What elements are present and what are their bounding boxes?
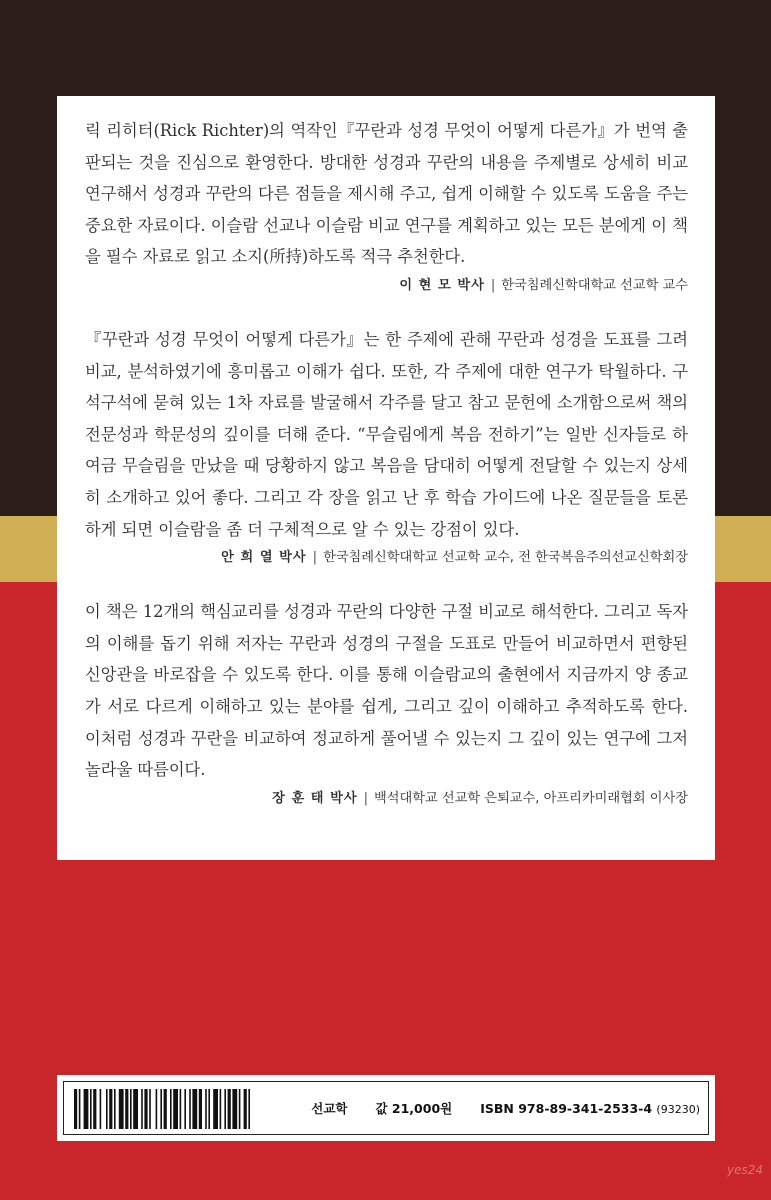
- barcode-stripe: [125, 1089, 128, 1129]
- barcode-stripe: [156, 1089, 158, 1129]
- reviewer-affiliation: 백석대학교 선교학 은퇴교수, 아프리카미래협회 이사장: [374, 790, 688, 806]
- barcode-stripe: [213, 1089, 218, 1129]
- barcode-stripe: [224, 1089, 226, 1129]
- reviewer-affiliation: 한국침례신학대학교 선교학 교수: [501, 277, 688, 293]
- barcode-image: [72, 1089, 332, 1129]
- barcode-stripe: [84, 1089, 89, 1129]
- byline-separator: |: [312, 550, 318, 566]
- barcode-box: [57, 1075, 715, 1141]
- price-label: 값 21,000원: [375, 1101, 453, 1116]
- barcode-stripe: [106, 1089, 108, 1129]
- reviewer-name: 안 희 열 박사: [221, 550, 307, 566]
- barcode-stripe: [160, 1089, 162, 1129]
- barcode-stripe: [93, 1089, 96, 1129]
- barcode-stripe: [244, 1089, 247, 1129]
- barcode-info: [311, 1082, 700, 1134]
- category-label: 선교학: [311, 1101, 348, 1116]
- review-byline: [85, 275, 688, 297]
- barcode-stripe: [119, 1089, 124, 1129]
- review-byline: [85, 788, 688, 810]
- barcode-frame: [63, 1081, 709, 1135]
- barcode-stripe: [205, 1089, 207, 1129]
- barcode-stripe: [90, 1089, 92, 1129]
- barcode-stripe: [199, 1089, 202, 1129]
- isbn-number: ISBN 978-89-341-2533-4: [480, 1100, 653, 1116]
- barcode-stripe: [164, 1089, 167, 1129]
- review-panel: [57, 96, 715, 860]
- watermark: yes24: [726, 1163, 763, 1177]
- barcode-stripe: [208, 1089, 210, 1129]
- barcode-stripe: [220, 1089, 222, 1129]
- barcode-stripe: [79, 1089, 81, 1129]
- barcode-stripe: [184, 1089, 186, 1129]
- reviewer-name: 이 현 모 박사: [399, 277, 485, 293]
- barcode-stripe: [173, 1089, 178, 1129]
- byline-separator: |: [490, 277, 496, 293]
- barcode-stripe: [144, 1089, 147, 1129]
- review-text: 릭 리히터(Rick Richter)의 역작인『꾸란과 성경 무엇이 어떻게 다른가』가 번역 출판되는 것을 진심으로 환영한다. 방대한 성경과 꾸란의 내용을 주제별로 상세히 비교 연구해서 성경과 꾸란의 다른 점들을 제시해 주고, 쉽게 이해할 수 있도록 도움을 주는 중요한 자료이다. 이슬람 선교나 이슬람 비교 연구를 계획하고 있는 모든 분에게 이 책을 필수 자료로 읽고 소지(所持)하도록 적극 추천한다.: [85, 121, 688, 267]
- barcode-stripe: [109, 1089, 112, 1129]
- barcode-stripe: [100, 1089, 102, 1129]
- byline-separator: |: [363, 790, 369, 806]
- barcode-stripe: [192, 1089, 197, 1129]
- isbn-addon: (93230): [656, 1102, 700, 1116]
- review-text: 이 책은 12개의 핵심교리를 성경과 꾸란의 다양한 구절 비교로 해석한다. 그리고 독자의 이해를 돕기 위해 저자는 꾸란과 성경의 구절을 도표로 만들어 비교하면서 편향된 신앙관을 바로잡을 수 있도록 한다. 이를 통해 이슬람교의 출현에서 지금까지 양 종교가 서로 다르게 이해하고 있는 분야를 쉽게, 그리고 깊이 이해하고 추적하도록 한다. 이처럼 성경과 꾸란을 비교하여 정교하게 풀어낼 수 있는지 그 깊이 있는 연구에 그저 놀라울 따름이다.: [85, 602, 688, 780]
- barcode-stripe: [228, 1089, 231, 1129]
- barcode-stripe: [149, 1089, 151, 1129]
- review-3: [85, 596, 688, 810]
- barcode-stripe: [170, 1089, 172, 1129]
- barcode-stripe: [232, 1089, 237, 1129]
- reviewer-name: 장 훈 태 박사: [272, 790, 358, 806]
- isbn-label: [480, 1101, 700, 1116]
- review-byline: [85, 547, 688, 569]
- barcode-stripe: [239, 1089, 241, 1129]
- barcode-stripe: [180, 1089, 182, 1129]
- barcode-stripe: [114, 1089, 116, 1129]
- barcode-stripe: [130, 1089, 132, 1129]
- barcode-stripe: [74, 1089, 77, 1129]
- barcode-stripe: [133, 1089, 138, 1129]
- review-text: 『꾸란과 성경 무엇이 어떻게 다른가』는 한 주제에 관해 꾸란과 성경을 도표를 그려 비교, 분석하였기에 흥미롭고 이해가 쉽다. 또한, 각 주제에 대한 연구가 탁월하다. 구석구석에 묻혀 있는 1차 자료를 발굴해서 각주를 달고 참고 문헌에 소개함으로써 책의 전문성과 학문성의 깊이를 더해 준다. “무슬림에게 복음 전하기”는 일반 신자들로 하여금 무슬림을 만났을 때 당황하지 않고 복음을 담대히 어떻게 전달할 수 있는지 상세히 소개하고 있어 좋다. 그리고 각 장을 읽고 난 후 학습 가이드에 나온 질문들을 토론하게 되면 이슬람을 좀 더 구체적으로 알 수 있는 강점이 있다.: [85, 329, 688, 539]
- barcode-stripe: [189, 1089, 191, 1129]
- review-2: [85, 324, 688, 569]
- barcode-stripe: [141, 1089, 143, 1129]
- barcode-stripe: [248, 1089, 250, 1129]
- reviewer-affiliation: 한국침례신학대학교 선교학 교수, 전 한국복음주의선교신학회장: [323, 550, 688, 566]
- review-1: [85, 115, 688, 297]
